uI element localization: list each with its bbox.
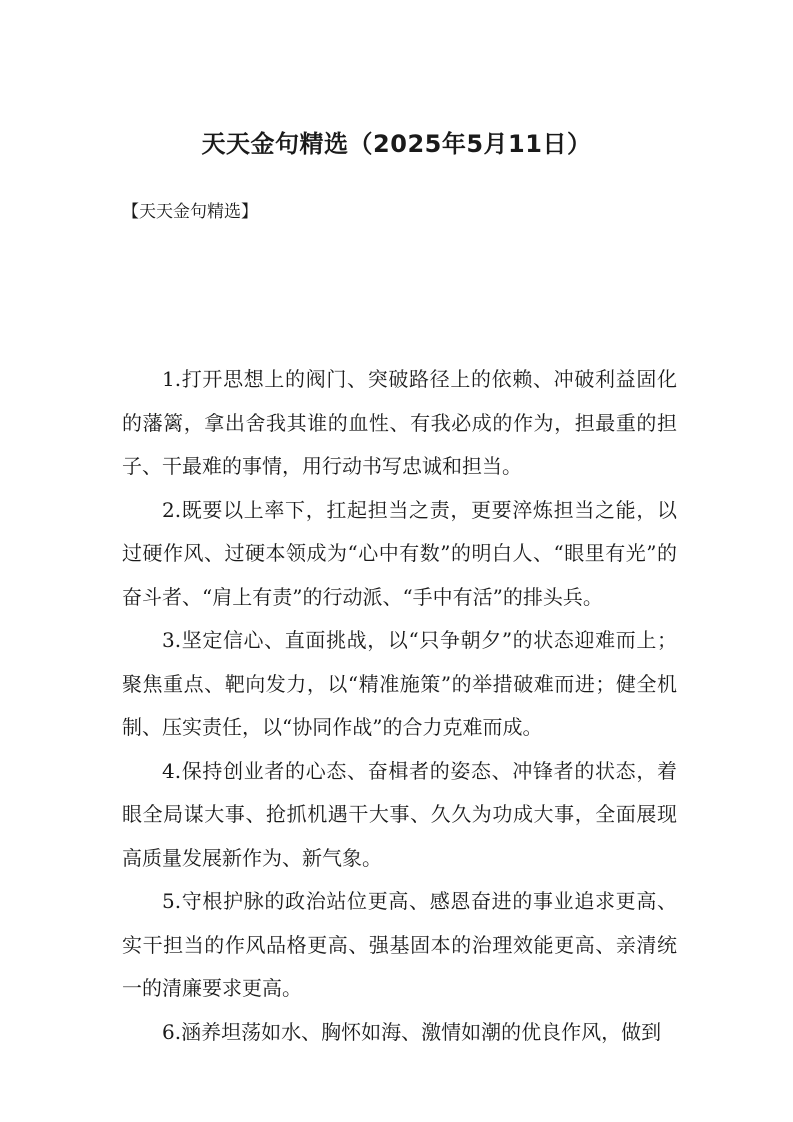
paragraph-2: 2.既要以上率下，扛起担当之责，更要淬炼担当之能，以过硬作风、过硬本领成为“心中有数”的明白人、“眼里有光”的奋斗者、“肩上有责”的行动派、“手中有活”的排头兵。	[122, 497, 677, 609]
paragraph-1: 1.打开思想上的阀门、突破路径上的依赖、冲破利益固化的藩篱，拿出舍我其谁的血性、有我必成的作为，担最重的担子、干最难的事情，用行动书写忠诚和担当。	[122, 367, 677, 478]
section-label: 【天天金句精选】	[122, 202, 258, 222]
paragraph-4: 4.保持创业者的心态、奋楫者的姿态、冲锋者的状态，着眼全局谋大事、抢抓机遇干大事、久久为功成大事，全面展现高质量发展新作为、新气象。	[122, 758, 677, 870]
document-body	[122, 358, 677, 1054]
paragraph-5: 5.守根护脉的政治站位更高、感恩奋进的事业追求更高、实干担当的作风品格更高、强基固本的治理效能更高、亲清统一的清廉要求更高。	[122, 889, 677, 1000]
paragraph-6: 6.涵养坦荡如水、胸怀如海、激情如潮的优良作风，做到	[162, 1019, 662, 1044]
paragraph-3: 3.坚定信心、直面挑战，以“只争朝夕”的状态迎难而上；聚焦重点、靶向发力，以“精准施策”的举措破难而进；健全机制、压实责任，以“协同作战”的合力克难而成。	[122, 628, 677, 739]
document-title: 天天金句精选（2025年5月11日）	[201, 130, 592, 158]
